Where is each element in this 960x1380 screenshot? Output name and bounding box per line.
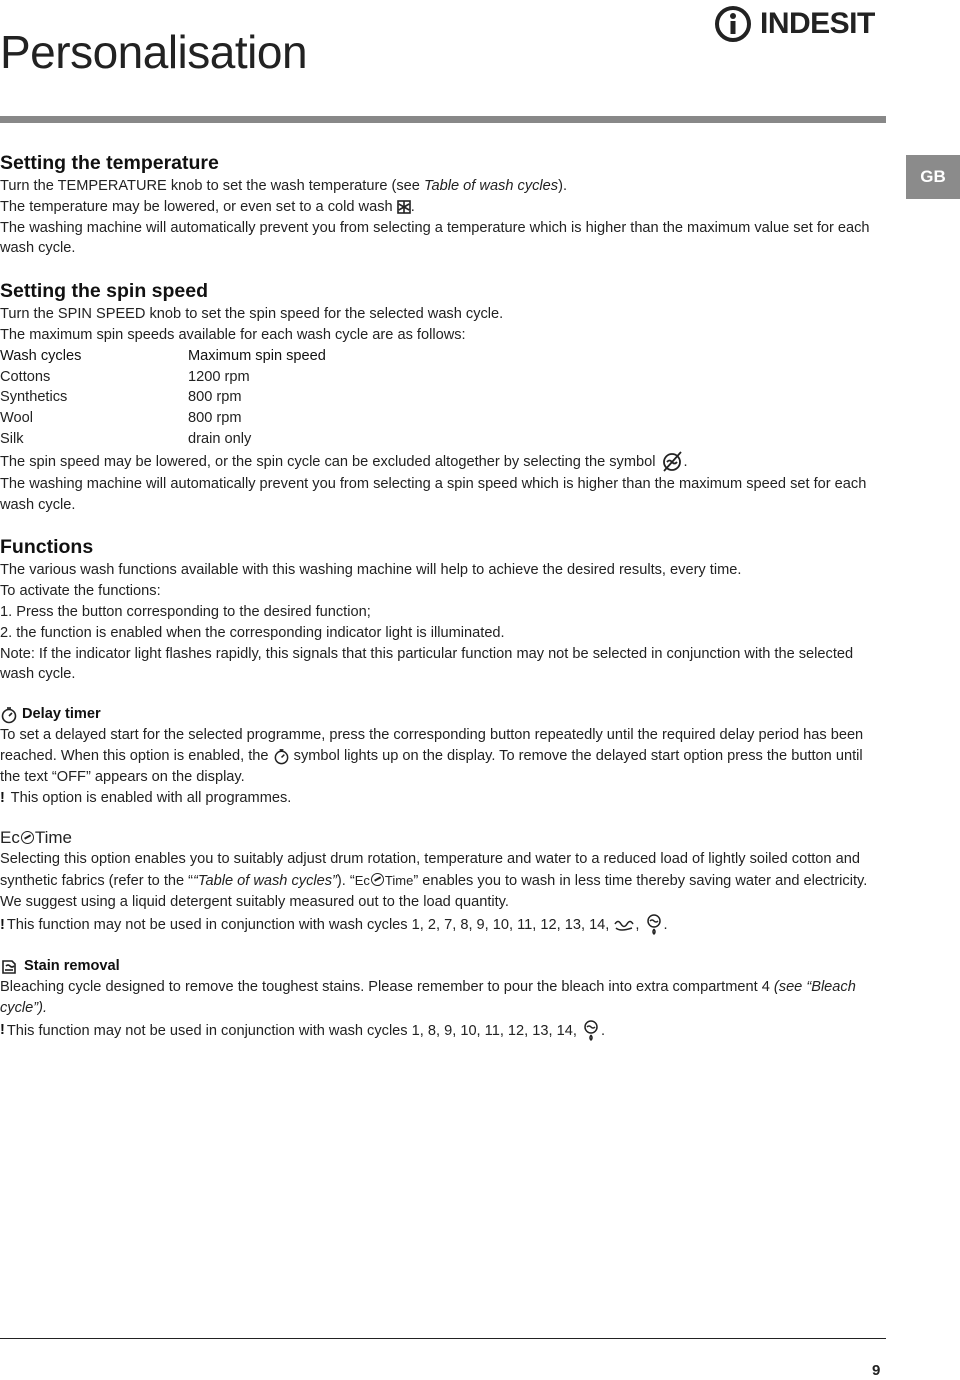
- bleach-cycle-ref: (see “Bleach cycle”).: [0, 978, 856, 1016]
- indesit-logo: [714, 2, 886, 46]
- ecotime-text: Selecting this option enables you to suitably adjust drum rotation, temperature and water to a reduced load of lightly soiled cotton and synthetic fabrics (refer to the ““Table of wash cycles”). “Ec Time” enables you to wash in less time thereby saving water and electricity. We suggest using a liquid detergent suitably measured out to the load quantity.: [0, 851, 868, 911]
- page-number: 9: [872, 1362, 881, 1379]
- no-spin-icon: [660, 450, 684, 474]
- functions-step-1: 1. Press the button corresponding to the desired function;: [0, 603, 371, 620]
- stain-cycle-icon: [581, 1019, 601, 1043]
- wool-cycle-icon: [613, 916, 635, 934]
- warning-icon: !: [0, 916, 5, 933]
- page-title: Personalisation: [0, 25, 308, 78]
- functions-heading: Functions: [0, 536, 94, 559]
- header-divider: [0, 116, 886, 123]
- table-header-row: [0, 346, 884, 367]
- functions-line-2: To activate the functions:: [0, 583, 161, 600]
- spin-line-3: The spin speed may be lowered, or the spin cycle can be excluded altogether by selecting the symbol .: [0, 450, 884, 474]
- delay-timer-icon: [0, 706, 18, 724]
- functions-note: Note: If the indicator light flashes rapidly, this signals that this particular function may not be selected in conjunction with the selected wash cycle.: [0, 645, 854, 683]
- spin-line-1: Turn the SPIN SPEED knob to set the spin speed for the selected wash cycle.: [0, 306, 504, 323]
- indesit-logo-icon: [714, 5, 752, 43]
- stain-cycle-icon: [644, 913, 664, 937]
- page-content: [0, 150, 884, 1043]
- indesit-logo-text: INDESIT: [760, 7, 875, 40]
- stain-removal-warning: ! This function may not be used in conjunction with wash cycles 1, 8, 9, 10, 11, 12, 13, 14, .: [0, 1019, 884, 1043]
- ecotime-o-icon: [371, 873, 384, 886]
- delay-timer-icon: [273, 748, 290, 765]
- table-of-wash-cycles-ref: Table of wash cycles: [423, 178, 559, 194]
- ecotime-warning: ! This function may not be used in conjunction with wash cycles 1, 2, 7, 8, 9, 10, 11, 12, 13, 14, , .: [0, 913, 884, 937]
- spin-line-4: The washing machine will automatically prevent you from selecting a spin speed which is higher than the maximum speed set for each wash cycle.: [0, 475, 867, 513]
- footer-divider: [0, 1338, 886, 1339]
- table-row: Synthetics 800 rpm: [0, 389, 242, 406]
- warning-icon: !: [0, 1022, 5, 1039]
- table-row: Cottons 1200 rpm: [0, 368, 250, 385]
- delay-timer-heading: Delay timer: [0, 704, 884, 725]
- temperature-line-3: The washing machine will automatically prevent you from selecting a temperature which is higher than the maximum value set for each wash cycle.: [0, 219, 870, 257]
- temperature-heading: Setting the temperature: [0, 152, 219, 174]
- table-row: Wool 800 rpm: [0, 410, 242, 427]
- stain-removal-icon: [0, 956, 20, 976]
- table-header-max-spin: Maximum spin speed: [188, 347, 326, 364]
- delay-timer-text: To set a delayed start for the selected programme, press the corresponding button repeatedly until the required delay period has been reached. When this option is enabled, the symbol lights up on the display. To remove the delayed start option press the button until the text “OFF” appears on the display.: [0, 727, 864, 785]
- table-of-wash-cycles-ref: “Table of wash cycles”: [193, 873, 337, 890]
- delay-timer-warning: ! This option is enabled with all programmes.: [0, 789, 292, 806]
- warning-icon: !: [0, 789, 5, 806]
- language-tab: GB: [906, 155, 960, 199]
- temperature-line-1: Turn the TEMPERATURE knob to set the wash temperature (see Table of wash cycles).: [0, 178, 567, 194]
- stain-removal-heading: Stain removal: [0, 956, 884, 977]
- ecotime-inline-brand: Ec Time: [354, 873, 414, 889]
- functions-step-2: 2. the function is enabled when the corresponding indicator light is illuminated.: [0, 624, 505, 641]
- ecotime-heading: Ec Time: [0, 828, 72, 848]
- snowflake-icon: [397, 200, 411, 214]
- temperature-line-2: The temperature may be lowered, or even set to a cold wash .: [0, 198, 415, 215]
- ecotime-o-icon: [21, 831, 34, 844]
- table-row: Silk drain only: [0, 430, 252, 447]
- spin-speed-heading: Setting the spin speed: [0, 280, 209, 303]
- spin-line-2: The maximum spin speeds available for each wash cycle are as follows:: [0, 326, 466, 343]
- functions-line-1: The various wash functions available with this washing machine will help to achieve the desired results, every time.: [0, 562, 742, 579]
- table-header-wash-cycles: Wash cycles: [0, 347, 82, 364]
- spin-speed-table: [0, 346, 884, 450]
- stain-removal-text: Bleaching cycle designed to remove the toughest stains. Please remember to pour the bleach into extra compartment 4 (see “Bleach cycle”).: [0, 978, 856, 1016]
